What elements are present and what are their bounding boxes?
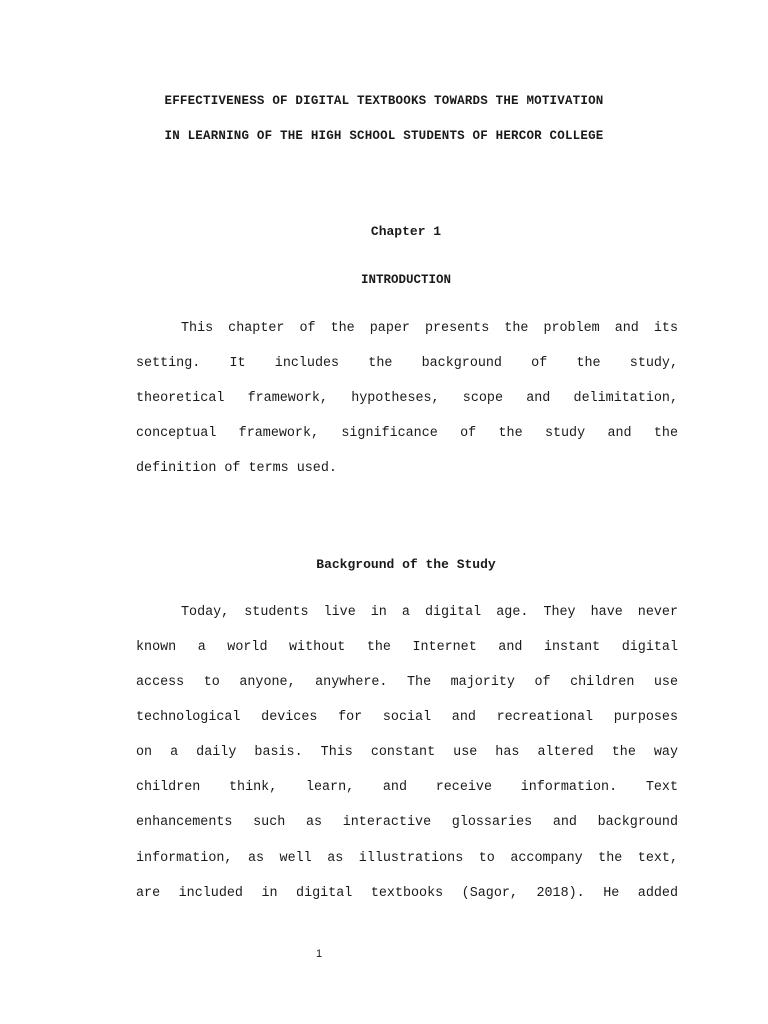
paper-title-line-2: IN LEARNING OF THE HIGH SCHOOL STUDENTS OF HERCOR COLLEGE — [164, 129, 604, 143]
page-number: 1 — [315, 948, 323, 960]
background-paragraph-line: access to anyone, anywhere. The majority of children use — [136, 675, 678, 690]
intro-paragraph-line: definition of terms used. — [136, 461, 337, 476]
paper-title-line-1: EFFECTIVENESS OF DIGITAL TEXTBOOKS TOWARDS THE MOTIVATION — [164, 94, 604, 108]
background-paragraph-line: technological devices for social and recreational purposes — [136, 710, 678, 725]
intro-paragraph-line: setting. It includes the background of the study, — [136, 356, 678, 371]
background-paragraph-line: on a daily basis. This constant use has altered the way — [136, 745, 678, 760]
intro-paragraph-line: theoretical framework, hypotheses, scope and delimitation, — [136, 391, 678, 406]
background-paragraph-line: Today, students live in a digital age. They have never — [181, 605, 678, 620]
intro-paragraph-line: This chapter of the paper presents the problem and its — [181, 321, 678, 336]
section-heading-background: Background of the Study — [316, 557, 496, 572]
background-paragraph-line: children think, learn, and receive information. Text — [136, 780, 678, 795]
background-paragraph-line: known a world without the Internet and instant digital — [136, 640, 678, 655]
chapter-title: INTRODUCTION — [360, 273, 451, 287]
background-paragraph-line: are included in digital textbooks (Sagor, 2018). He added — [136, 886, 678, 901]
background-paragraph-line: information, as well as illustrations to accompany the text, — [136, 851, 678, 866]
chapter-number: Chapter 1 — [370, 224, 442, 239]
intro-paragraph-line: conceptual framework, significance of the study and the — [136, 426, 678, 441]
background-paragraph-line: enhancements such as interactive glossaries and background — [136, 815, 678, 830]
